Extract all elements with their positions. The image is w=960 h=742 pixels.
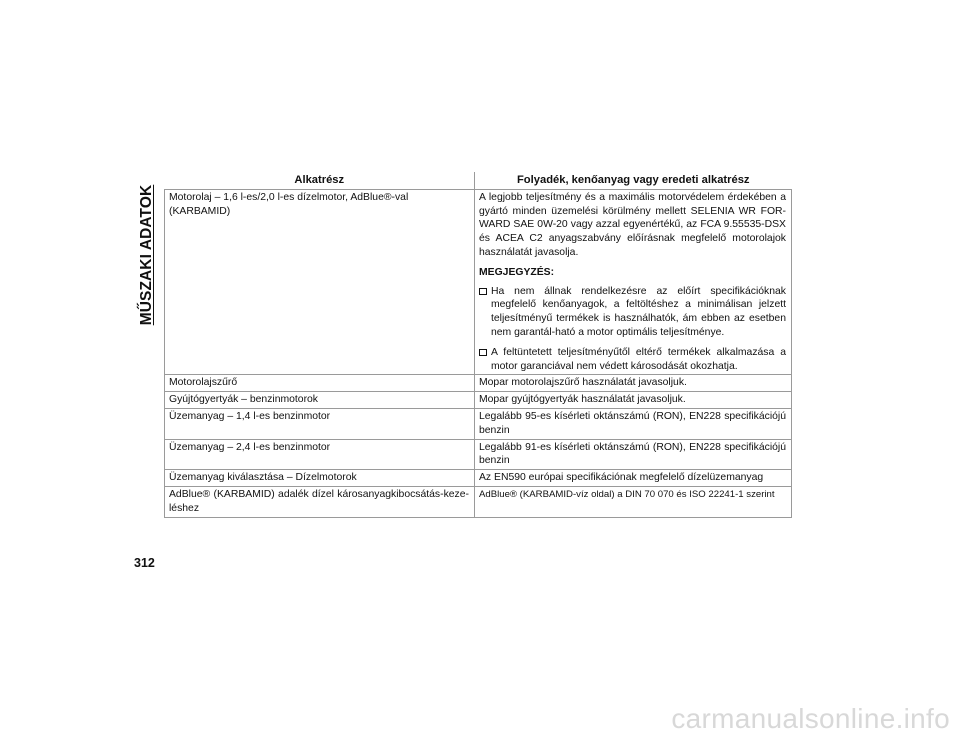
page-number: 312	[134, 556, 155, 570]
cell-fluid: Az EN590 európai specifikációnak megfelelő dízelüzemanyag	[475, 470, 792, 487]
cell-fluid: Mopar gyújtógyertyák használatát javasoljuk.	[475, 392, 792, 409]
table-row	[165, 375, 792, 392]
table-row	[165, 408, 792, 439]
engine-oil-recommendation: A legjobb teljesítmény és a maximális motorvédelem érdekében a gyártó minden üzemelési körülmény mellett SELENIA WR FOR-WARD SAE 0W-20 vagy azzal egyenértékű, az FCA 9.55535-DSX és ACEA C2 anyagszabvány előírásnak megfelelő motorolajok használatát javasolja.	[479, 191, 786, 258]
cell-part: Motorolajszűrő	[165, 375, 475, 392]
table-row	[165, 392, 792, 409]
cell-part: AdBlue® (KARBAMID) adalék dízel károsanyagkibocsátás-keze-léshez	[165, 486, 475, 517]
cell-part: Üzemanyag – 1,4 l-es benzinmotor	[165, 408, 475, 439]
section-title-vertical	[136, 175, 158, 335]
checkbox-square-icon	[479, 288, 487, 295]
note-item	[479, 346, 786, 374]
note-title: MEGJEGYZÉS:	[479, 266, 555, 278]
section-title: MŰSZAKI ADATOK	[138, 184, 155, 326]
cell-part: Gyújtógyertyák – benzinmotorok	[165, 392, 475, 409]
cell-fluid	[475, 189, 792, 375]
header-part: Alkatrész	[165, 172, 475, 189]
table-header-row	[165, 172, 792, 189]
table-row	[165, 439, 792, 470]
note-item-text: Ha nem állnak rendelkezésre az előírt specifikációknak megfelelő kenőanyagok, a feltöltéshez a minimálisan jelzett teljesítményű termékek is használhatók, ám ebben az esetben nem garantál-ható a motor optimális teljesítménye.	[491, 285, 786, 338]
fluids-parts-table	[164, 172, 792, 518]
cell-fluid: Mopar motorolajszűrő használatát javasoljuk.	[475, 375, 792, 392]
cell-fluid: Legalább 91-es kísérleti oktánszámú (RON), EN228 specifikációjú benzin	[475, 439, 792, 470]
note-item	[479, 285, 786, 340]
note-item-text: A feltüntetett teljesítményűtől eltérő termékek alkalmazása a motor garanciával nem védett károsodását okozhatja.	[491, 346, 786, 372]
table-row	[165, 486, 792, 517]
cell-part: Motorolaj – 1,6 l-es/2,0 l-es dízelmotor, AdBlue®-val (KARBAMID)	[165, 189, 475, 375]
cell-part: Üzemanyag – 2,4 l-es benzinmotor	[165, 439, 475, 470]
header-fluid: Folyadék, kenőanyag vagy eredeti alkatrész	[475, 172, 792, 189]
cell-fluid: Legalább 95-es kísérleti oktánszámú (RON), EN228 specifikációjú benzin	[475, 408, 792, 439]
table-row	[165, 189, 792, 375]
cell-fluid: AdBlue® (KARBAMID-víz oldal) a DIN 70 070 és ISO 22241-1 szerint	[475, 486, 792, 517]
watermark: carmanualsonline.info	[671, 703, 950, 734]
checkbox-square-icon	[479, 349, 487, 356]
table-row	[165, 470, 792, 487]
cell-part: Üzemanyag kiválasztása – Dízelmotorok	[165, 470, 475, 487]
